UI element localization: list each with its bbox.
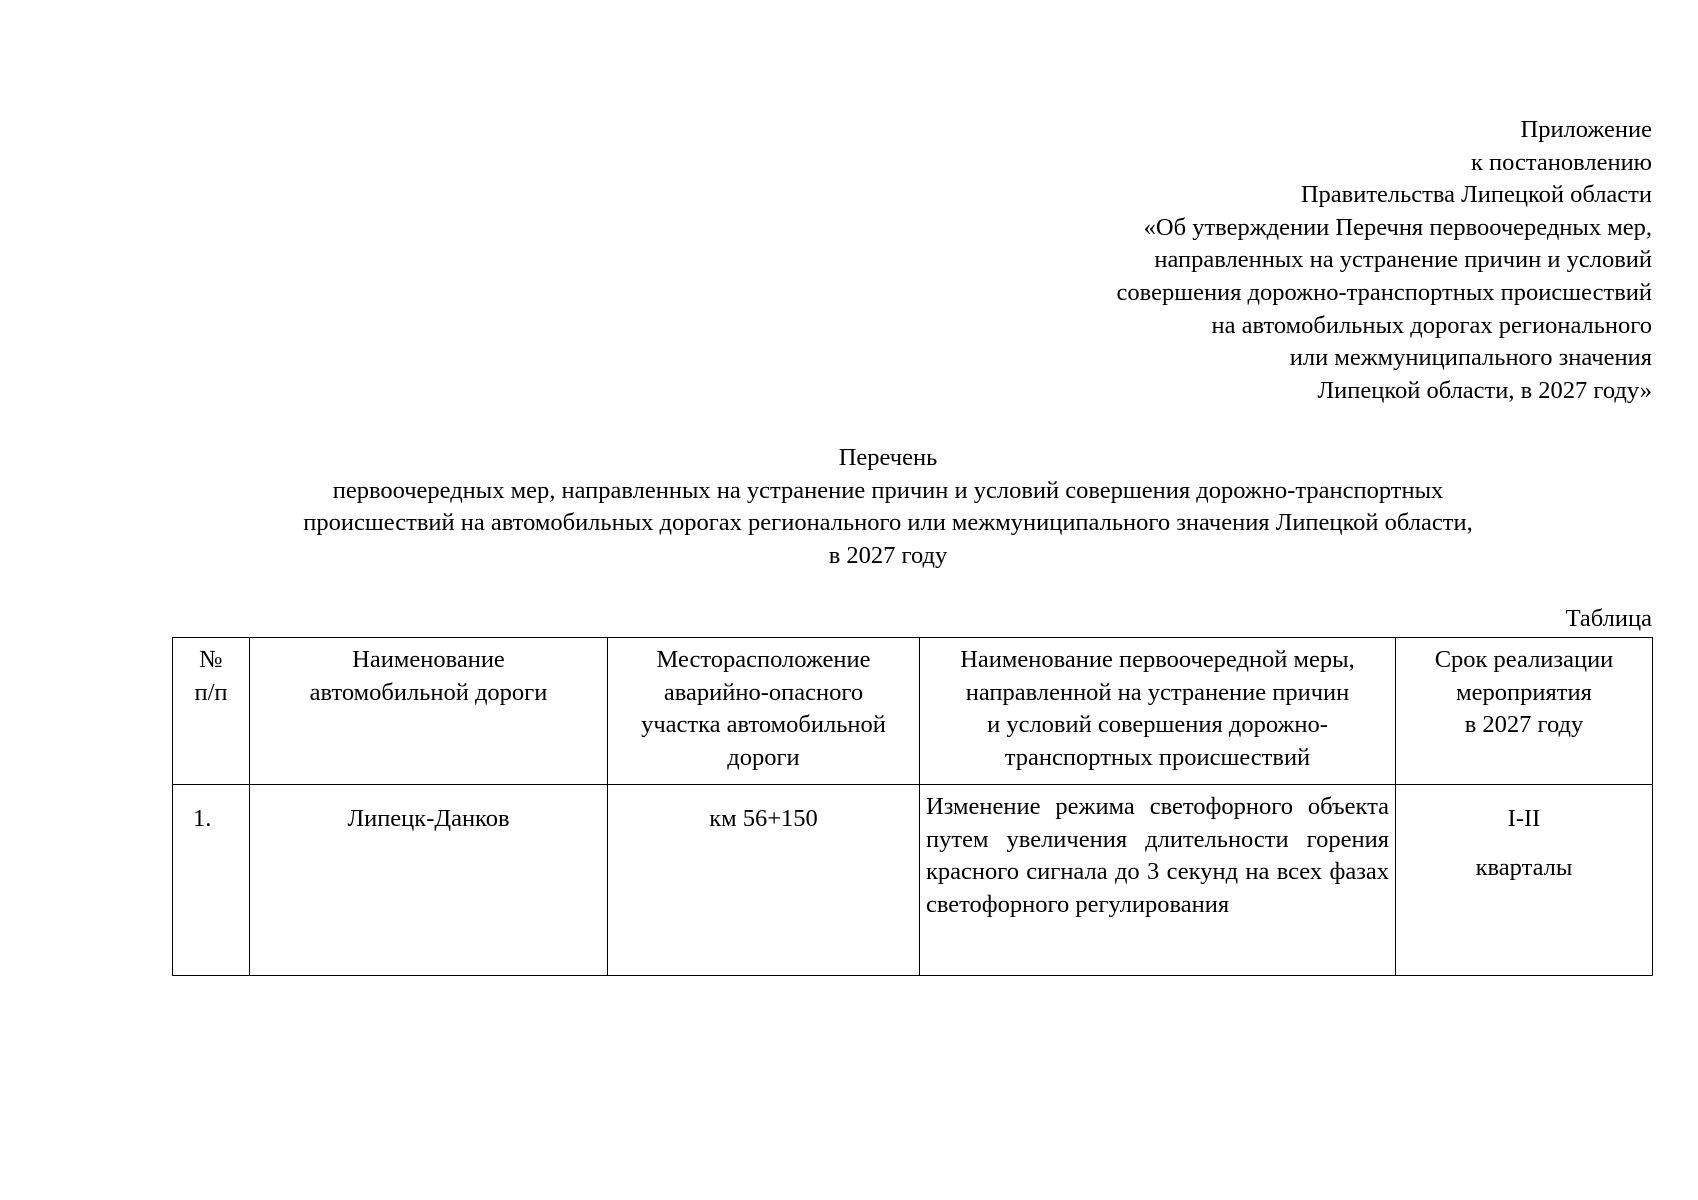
title-line: первоочередных мер, направленных на устранение причин и условий совершения дорожно-транспортных: [332, 476, 1444, 504]
term-quarters: I-II: [1507, 805, 1541, 832]
header-road-name: Наименование автомобильной дороги: [250, 638, 608, 785]
appendix-block: [892, 114, 1652, 407]
appendix-line: совершения дорожно-транспортных происшествий: [1116, 278, 1652, 306]
cell-measure: Изменение режима светофорного объекта путем увеличения длительности горения красного сигнала до 3 секунд на всех фазах светофорного регулирования: [920, 785, 1396, 976]
title-heading: Перечень: [838, 444, 938, 471]
term-unit: кварталы: [1475, 853, 1573, 881]
document-title: [172, 442, 1604, 572]
table-header-row: [173, 638, 1653, 785]
appendix-line: к постановлению: [1471, 148, 1652, 176]
table-label: Таблица: [1565, 605, 1652, 632]
title-line: происшествий на автомобильных дорогах регионального или межмуниципального значения Липецкой области,: [303, 509, 1473, 537]
header-location: Месторасположение аварийно-опасного участка автомобильной дороги: [608, 638, 920, 785]
header-number: № п/п: [173, 638, 250, 785]
appendix-line: или межмуниципального значения: [1289, 344, 1652, 372]
measures-table: [172, 637, 1653, 976]
appendix-line: Правительства Липецкой области: [1300, 181, 1652, 209]
appendix-line: «Об утверждении Перечня первоочередных мер,: [1143, 213, 1652, 241]
title-line: в 2027 году: [828, 541, 948, 569]
cell-location: км 56+150: [608, 785, 920, 976]
header-term: Срок реализации мероприятия в 2027 году: [1396, 638, 1653, 785]
appendix-line: Липецкой области, в 2027 году»: [1317, 376, 1652, 404]
header-measure: Наименование первоочередной меры, направленной на устранение причин и условий совершения дорожно- транспортных происшествий: [920, 638, 1396, 785]
appendix-line: направленных на устранение причин и условий: [1154, 246, 1652, 274]
appendix-line: Приложение: [1520, 116, 1652, 143]
table-row: [173, 785, 1653, 976]
cell-road-name: Липецк-Данков: [250, 785, 608, 976]
cell-number: 1.: [173, 785, 250, 976]
appendix-line: на автомобильных дорогах регионального: [1211, 311, 1652, 339]
cell-term: [1396, 785, 1653, 976]
